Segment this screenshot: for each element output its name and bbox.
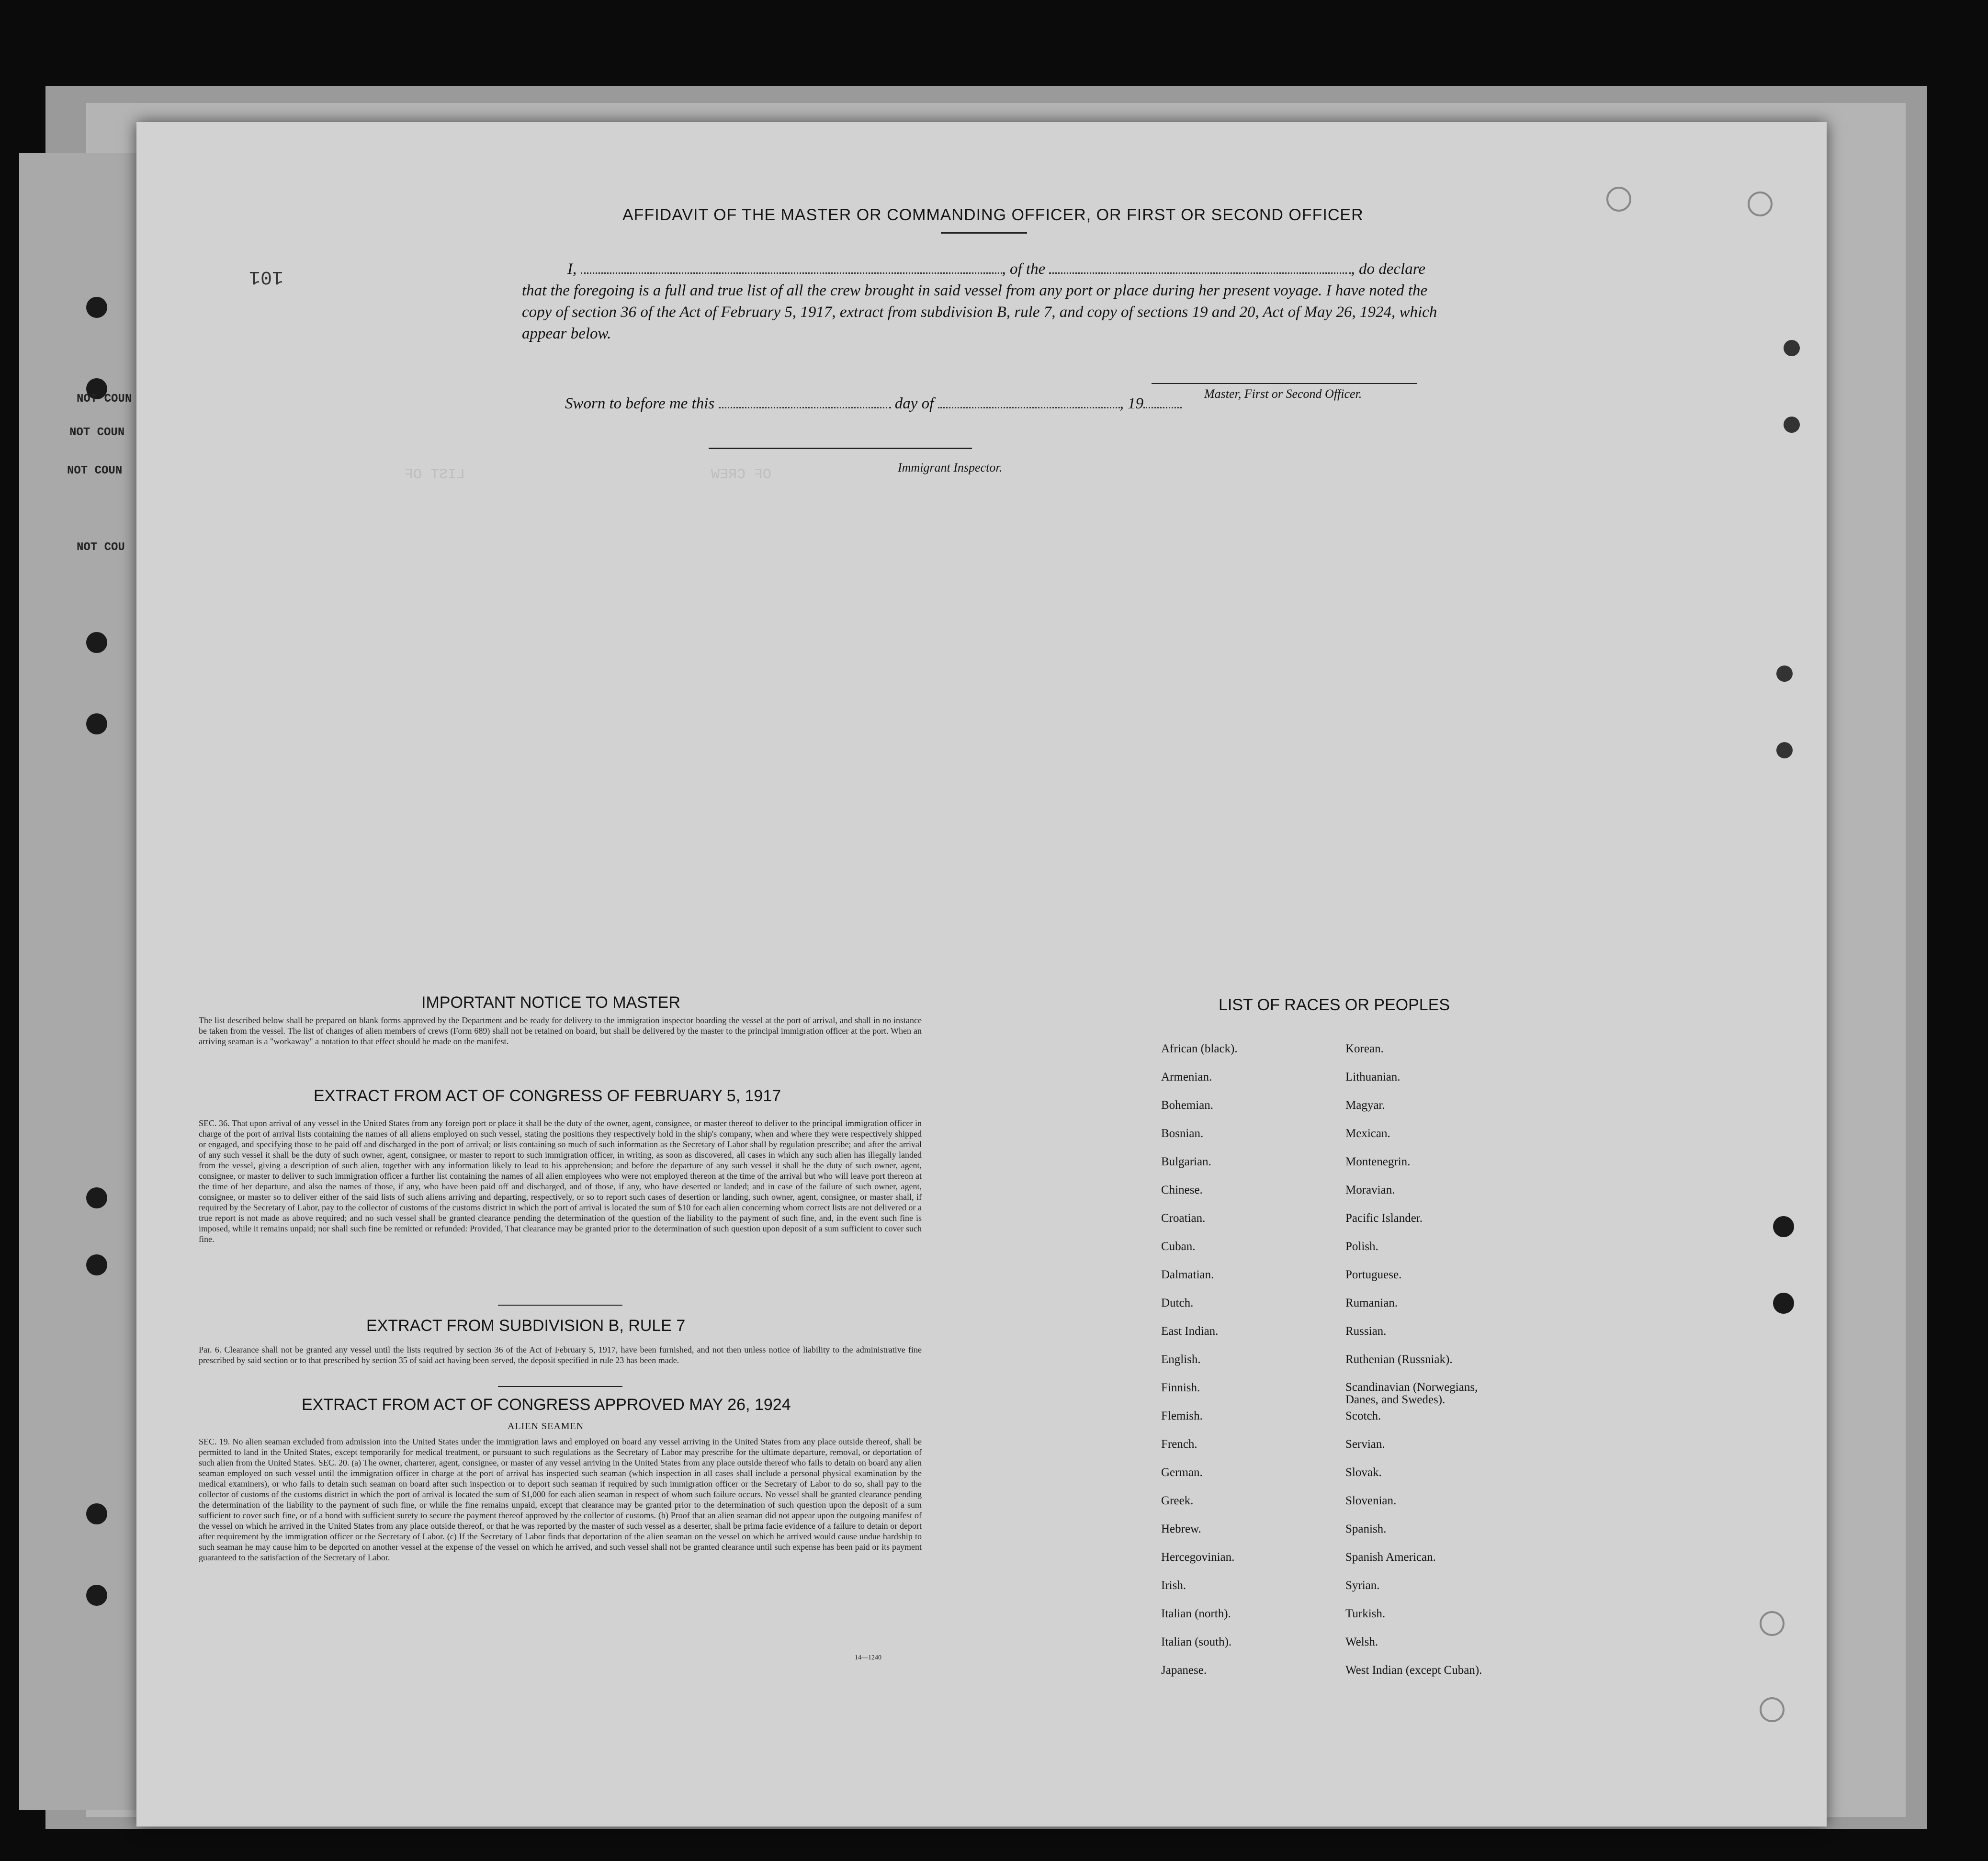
punch-hole [1773, 1216, 1794, 1237]
master-label: Master, First or Second Officer. [1204, 387, 1362, 401]
punch-hole [1776, 665, 1793, 682]
race-item: Scandinavian (Norwegians, Danes, and Swedes). [1345, 1381, 1478, 1406]
side-label: NOT COUN [77, 393, 132, 406]
race-item: Pacific Islander. [1345, 1212, 1423, 1225]
section-rule [498, 1386, 622, 1387]
affidavit-text [522, 259, 1456, 345]
race-item: Irish. [1161, 1579, 1186, 1592]
race-item: Turkish. [1345, 1607, 1386, 1620]
year-label: , 19 [1119, 395, 1144, 412]
title-rule [941, 232, 1027, 234]
race-item: East Indian. [1161, 1325, 1219, 1338]
binder-hole [86, 713, 107, 734]
punch-ring [1760, 1611, 1785, 1636]
punch-hole [1784, 417, 1800, 433]
punch-hole [1773, 1293, 1794, 1314]
race-item: Servian. [1345, 1438, 1385, 1451]
punch-hole [1776, 742, 1793, 758]
race-item: Bulgarian. [1161, 1155, 1211, 1168]
race-item: Welsh. [1345, 1635, 1378, 1648]
declaration-of: , of the [1002, 260, 1046, 278]
sworn-label: Sworn to before me this [565, 395, 715, 412]
race-item: West Indian (except Cuban). [1345, 1664, 1482, 1677]
bleed-through-text: OF CREW [711, 467, 772, 483]
races-right-column [1345, 1042, 1503, 1692]
side-label: NOT COUN [69, 426, 125, 439]
binder-hole [86, 297, 107, 318]
race-item: Dalmatian. [1161, 1268, 1214, 1281]
race-item: French. [1161, 1438, 1197, 1451]
races-left-column [1161, 1042, 1238, 1692]
binder-hole [86, 1187, 107, 1208]
section-rule [498, 1305, 622, 1306]
race-item: Scotch. [1345, 1410, 1381, 1422]
race-item: Japanese. [1161, 1664, 1207, 1677]
side-label: NOT COU [77, 541, 125, 554]
declaration-line [522, 259, 1456, 280]
races-title: LIST OF RACES OR PEOPLES [1219, 996, 1450, 1014]
notice-text: The list described below shall be prepared on blank forms approved by the Department and be ready for delivery to the immigration inspector boarding the vessel at the port of arrival, and shall in no instance be taken from the vessel. The list of changes of alien members of crews (Form 689) shall not be retained on board, but shall be delivered by the master to the principal immigration officer at the port. When an arriving seaman is a "workaway" a notation to that effect should be made on the manifest. [199, 1015, 922, 1046]
punch-ring [1760, 1697, 1785, 1722]
race-item: Mexican. [1345, 1127, 1390, 1140]
binder-hole [86, 632, 107, 653]
affidavit-title: AFFIDAVIT OF THE MASTER OR COMMANDING OFFICER, OR FIRST OR SECOND OFFICER [622, 206, 1364, 224]
day-of-label: day of [894, 395, 934, 412]
declaration-body: that the foregoing is a full and true list of all the crew brought in said vessel from any port or place during her present voyage. I have noted the copy of section 36 of the Act of February 5, 1917, extract from subdivision B, rule 7, and copy of sections 19 and 20, Act of May 26, 1924, which appear below. [522, 282, 1437, 342]
extract-1917-text: SEC. 36. That upon arrival of any vessel in the United States from any foreign port or place it shall be the duty of the owner, agent, consignee, or master thereof to deliver to the principal immigration officer in charge of the port of arrival lists containing the names of all aliens employed on such vessel, stating the positions they respectively hold in the ship's company, when and where they were respectively shipped or engaged, and specifying those to be paid off and discharged in the port of arrival; or lists containing so much of such information as the Secretary of Labor shall by regulation prescribe; and after the arrival of any such vessel it shall be the duty of such owner, agent, consignee, or master to report to such immigration officer, in writing, as soon as discovered, all cases in which any such alien has illegally landed from the vessel, giving a description of such alien, together with any information likely to lead to his apprehension; and before the departure of any such vessel it shall be the duty of such owner, agent, consignee, or master to deliver to such immigration officer a further list containing the names of all alien employees who were not employed thereon at the time of the arrival but who will leave port thereon at the time of her departure, and also the names of those, if any, who have been paid off and discharged, and of those, if any, who have deserted or landed; and in case of the failure of such owner, agent, consignee, or master so to deliver either of the said lists of such aliens arriving and departing, respectively, or so to report such cases of desertion or landing, such owner, agent, consignee, or master shall, if required by the Secretary of Labor, pay to the collector of customs of the customs district in which the port of arrival is located the sum of $10 for each alien concerning whom correct lists are not delivered or a true report is not made as above required; and no such vessel shall be granted clearance pending the determination of the question of the liability to the payment of such fine, and, in the event such fine is imposed, while it remains unpaid; nor shall such fine be remitted or refunded: Provided, That clearance may be granted prior to the determination of such question upon deposit of a sum sufficient to cover such fine. [199, 1118, 922, 1244]
extract-rule7-text: Par. 6. Clearance shall not be granted any vessel until the lists required by section 36 of the Act of February 5, 1917, have been furnished, and not then unless notice of liability to the administrative fine prescribed by said section or to that prescribed by section 35 of said act having been served, the deposit specified in rule 23 has been made. [199, 1345, 922, 1365]
name-blank[interactable] [581, 272, 1002, 274]
race-item: Polish. [1345, 1240, 1378, 1253]
race-item: Rumanian. [1345, 1297, 1398, 1309]
race-item: Greek. [1161, 1494, 1194, 1507]
binder-hole [86, 1254, 107, 1275]
race-item: Spanish American. [1345, 1551, 1436, 1564]
race-item: Slovenian. [1345, 1494, 1397, 1507]
vessel-blank[interactable] [1049, 272, 1351, 274]
master-signature-line[interactable] [1152, 383, 1417, 384]
side-label: NOT COUN [67, 464, 123, 477]
race-item: Bosnian. [1161, 1127, 1204, 1140]
declaration-i: I, [567, 260, 577, 278]
race-item: English. [1161, 1353, 1201, 1366]
form-number: 14—1240 [855, 1654, 881, 1661]
race-item: Moravian. [1345, 1184, 1395, 1196]
race-item: Hebrew. [1161, 1523, 1201, 1535]
race-item: Lithuanian. [1345, 1071, 1401, 1083]
inspector-signature-line[interactable] [709, 448, 972, 449]
binder-hole [86, 1503, 107, 1524]
sworn-month-blank[interactable] [938, 407, 1120, 408]
extract-1924-title: EXTRACT FROM ACT OF CONGRESS APPROVED MAY 26, 1924 [302, 1396, 791, 1414]
race-item: Italian (south). [1161, 1635, 1232, 1648]
race-item: Finnish. [1161, 1381, 1200, 1394]
punch-ring [1606, 187, 1631, 212]
race-item: Spanish. [1345, 1523, 1387, 1535]
inspector-label: Immigrant Inspector. [898, 461, 1003, 474]
race-item: Dutch. [1161, 1297, 1194, 1309]
punch-hole [1784, 340, 1800, 356]
race-item: African (black). [1161, 1042, 1238, 1055]
extract-1917-title: EXTRACT FROM ACT OF CONGRESS OF FEBRUARY 5, 1917 [314, 1087, 781, 1105]
race-item: Magyar. [1345, 1099, 1385, 1112]
binder-hole [86, 1585, 107, 1606]
race-item: Chinese. [1161, 1184, 1203, 1196]
race-item: Armenian. [1161, 1071, 1212, 1083]
form-page [136, 122, 1827, 1827]
race-item: Syrian. [1345, 1579, 1380, 1592]
extract-1924-text: SEC. 19. No alien seaman excluded from admission into the United States under the immigration laws and employed on board any vessel arriving in the United States from any place outside thereof, shall be permitted to land in the United States, except temporarily for medical treatment, or pursuant to such regulations as the Secretary of Labor may prescribe for the ultimate departure, removal, or deportation of such alien from the United States. SEC. 20. (a) The owner, charterer, agent, consignee, or master of any vessel arriving in the United States from any place outside thereof who fails to detain on board any alien seaman employed on such vessel until the immigration officer in charge at the port of arrival has inspected such seaman (which inspection in all cases shall include a personal physical examination by the medical examiners), or who fails to detain such seaman on board after such inspection or to deport such seaman if required by such immigration officer or the Secretary of Labor to do so, shall pay to the collector of customs of the customs district in which the port of arrival is located the sum of $1,000 for each alien seaman in respect of whom such failure occurs. No vessel shall be granted clearance pending the determination of the liability to the payment of such fine, or while the fine remains unpaid, except that clearance may be granted prior to the determination of such question upon the deposit of a sum sufficient to cover such fine, or of a bond with sufficient surety to secure the payment thereof approved by the collector of customs. (b) Proof that an alien seaman did not appear upon the outgoing manifest of the vessel on which he arrived in the United States from any place outside thereof, or that he was reported by the master of such vessel as a deserter, shall be prima facie evidence of a failure to detain or deport after requirement by the immigration officer or the Secretary of Labor. (c) If the Secretary of Labor finds that deportation of the alien seaman on the vessel on which he arrived would cause undue hardship to such seaman he may cause him to be deported on another vessel at the expense of the vessel on which he arrived, and such vessel shall not be granted clearance until such expense has been paid or its payment guaranteed to the satisfaction of the Secretary of Labor. [199, 1437, 922, 1562]
race-item: Croatian. [1161, 1212, 1206, 1225]
punch-ring [1748, 192, 1773, 216]
sworn-year-blank[interactable] [1143, 407, 1182, 408]
race-item: Bohemian. [1161, 1099, 1214, 1112]
sworn-day-blank[interactable] [719, 407, 891, 408]
extract-1924-subtitle: ALIEN SEAMEN [508, 1421, 584, 1432]
bleed-through-text: LIST OF [405, 467, 465, 483]
race-item: Montenegrin. [1345, 1155, 1411, 1168]
declaration-declare: , do declare [1351, 260, 1425, 278]
race-item: Ruthenian (Russniak). [1345, 1353, 1453, 1366]
race-item: Russian. [1345, 1325, 1387, 1338]
notice-title: IMPORTANT NOTICE TO MASTER [421, 993, 680, 1012]
race-item: Slovak. [1345, 1466, 1382, 1479]
race-item: Cuban. [1161, 1240, 1196, 1253]
race-item: German. [1161, 1466, 1203, 1479]
extract-rule7-title: EXTRACT FROM SUBDIVISION B, RULE 7 [366, 1317, 686, 1335]
race-item: Hercegovinian. [1161, 1551, 1235, 1564]
marginal-number: 101 [249, 266, 284, 287]
race-item: Flemish. [1161, 1410, 1203, 1422]
sworn-line [565, 395, 1182, 413]
race-item: Italian (north). [1161, 1607, 1231, 1620]
race-item: Korean. [1345, 1042, 1384, 1055]
race-item: Portuguese. [1345, 1268, 1402, 1281]
